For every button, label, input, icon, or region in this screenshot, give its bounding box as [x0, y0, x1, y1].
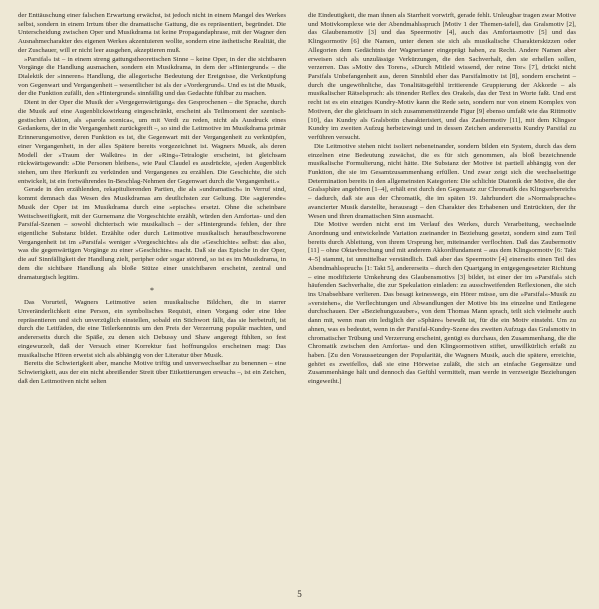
paragraph: »Parsifal« ist – in einem streng gattungstheoretischen Sinne – keine Oper, in der die sichtbaren Vorgänge die Handlung ausmachen, sondern ein Musikdrama, in dem der »Hintergrund« – die Dialektik der »inneren« Handlung, die allegorische Bedeutung der Ereignisse, die Verknüpfung von Gegenwart und Vergangenheit – wesentlicher ist als der »Vordergrund«. Und es ist die Musik, der die Funktion zufällt, den »Hintergrund« sinnfällig und das Gedachte fühlbar zu machen.	[18, 55, 286, 98]
paragraph: Dient in der Oper die Musik der »Vergegenwärtigung« des Gesprochenen – die Sprache, durch die Musik auf eine Augenblickswirkung eingeschränkt, erscheint als Teilmoment der szenisch-gestischen Aktion, als »parola scenica«, um mit Verdi zu reden, nicht als Ausdruck eines Gedankens, der in die Vergangenheit zurückgreift –, so sind die Leitmotive im Musikdrama primär Erinnerungsmotive, deren Funktion es ist, die Gegenwart mit der Vergangenheit zu verknüpfen, einer Vergangenheit, in der alles Spätere bereits vorgezeichnet ist. Wagners Musik, als deren Modell der »Traum der Walküre« in der »Ring«-Tetralogie erscheint, ist gleichsam rückwärtsgewandt: »Die Personen bleiben«, wie Paul Claudel es ausdrückte, »jeden Augenblick stehen, um ihre Herkunft zu verkünden und Vergangenes zu erzählen. Die Geschichte, die sich entwickelt, ist ein fortwährendes In-Beschlag-Nehmen der Gegenwart durch die Vergangenheit.«	[18, 99, 286, 185]
paragraph: Gerade in den erzählenden, rekapitulierenden Partien, die als »undramatisch« in Verruf sind, kommt demnach das Wesen des Musikdramas am deutlichsten zur Geltung. Die »agierende« Musik der Oper ist im Musikdrama durch eine »epische« ersetzt. Ohne die scheinbare Weitschweifigkeit, mit der Gurnemanz die Vorgeschichte erzählt, würden den Amfortas- und den Parsifal-Szenen – sowohl dichterisch wie musikalisch – der »Hintergrund« fehlen, der ihre eigentliche Substanz bildet. Erzählte oder durch Leitmotive musikalisch heraufbeschworene Vergangenheit ist im »Parsifal« weniger »Vorgeschichte« als die »Geschichte« selbst: das also, was die gegenwärtigen Vorgänge zu einer »Geschichte« macht. Daß sie das Epische in der Oper, die auf Sinnfälligkeit der Handlung zielt, peripher oder sogar störend, so ist es im Musikdrama, in dem die sichtbare Handlung als bloße Stütze einer unsichtbaren erscheint, zentral und dramaturgisch legitim.	[18, 186, 286, 281]
paragraph: Die Motive werden nicht erst im Verlauf des Werkes, durch Verarbeitung, wechselnde Anordnung und entwickelnde Variation zueinander in Beziehung gesetzt, sondern sind zum Teil bereits durch Ableitung, von ihrem Ursprung her, miteinander verflochten. Daß das Zaubermotiv [11] – ohne Oktavbrechung und mit anderem Akkordfundament – aus dem Klingsormotiv [6: Takt 4–5] stammt, ist unmittelbar verständlich. Daß aber das Speermotiv [4] einerseits einen Teil des Abendmahlsspruchs [1: Takt 5], andererseits – durch den Quartgang in entgegengesetzter Richtung – eine modifizierte Umkehrung des Glaubensmotivs [3] bildet, ist einer der im »Parsifal« sich häufenden Sachverhalte, die zur Spekulation einladen: zu ausschweifenden Reflexionen, die sich ins Unabsehbare verlieren. Das besagt keineswegs, ein Hörer müsse, um die »Parsifal«-Musik zu »verstehen«, die Verflechtungen und Abwandlungen der Motive bis ins einzelne und Entlegene durchschauen. Der »Beziehungszauber«, von dem Thomas Mann sprach, teilt sich vielmehr auch dann mit, wenn man ein lediglich der »Sphäre« bewußt ist, für die ein Motiv einsteht. Um zu ahnen, was es bedeutet, wenn in der Parsifal-Kundry-Szene des zweiten Aufzugs das Gralsmotiv in chromatischer Trübung und Verzerrung erscheint, genügt es durchaus, den Zusammenhang, die die Chromatik zwischen den Amfortas- und den Klingsormotiven stiftet, unwillkürlich erfaßt zu haben. [Zu den Voraussetzungen der Popularität, die Wagners Musik, auch die spätere, erreichte, gehört es zweifellos, daß sie eine Hörweise zuläßt, die sich an einfache Gegensätze und Zusammenhänge hält und dennoch das Gefühl vermittelt, man werde in verzweigte Beziehungen eingeweiht.]	[308, 221, 576, 386]
paragraph: der Enttäuschung einer falschen Erwartung erwächst, ist jedoch nicht in einem Mangel des Werkes selbst, sondern in einem Irrtum über die dramatische Gattung, die es repräsentiert, begründet. Die Unterscheidung zwischen Oper und Musikdrama ist keine Propagandaphrase, mit der Wagner den Ausnahmecharakter des eigenen Werkes akzentuieren wollte, sondern eine ästhetische Realität, die der Zuschauer, will er nicht leer ausgehen, akzeptieren muß.	[18, 12, 286, 54]
paragraph: Die Leitmotive stehen nicht isoliert nebeneinander, sondern bilden ein System, durch das dem einzelnen eine Bedeutung zuwächst, die es für sich genommen, als bloß bezeichnende musikalische Formulierung, nicht hätte. Die Substanz der Motive ist partiell abhängig von der Funktion, die sie im Gesamtzusammenhang erfüllen. Und zwar zeigt sich die wechselseitige Determination bereits in den allgemeinsten Kategorien: Die schlichte Diatonik der Motive, die der Gralssphäre angehören [1–4], erhält erst durch den Gegensatz zur Chromatik des Klingsorbereichs – dadurch, daß sie aus der Chromatik, die im späten 19. Jahrhundert die »Normalsprache« avancierter Musik darstellte, herausragt – den Charakter des Erhabenen und Entrückten, der ihr Wesen und ihren dramatischen Sinn ausmacht.	[308, 142, 576, 220]
section-separator: *	[150, 286, 154, 296]
left-text-column	[18, 12, 286, 386]
right-text-column	[308, 12, 576, 387]
paragraph: Bereits die Schwierigkeit aber, manche Motive triftig und unverwechselbar zu benennen – eine Schwierigkeit, aus der ein nicht abreißender Streit über Etikettierungen erwuchs –, ist ein Zeichen, daß den Leitmotiven nicht selten	[18, 360, 286, 385]
paragraph: die Eindeutigkeit, die man ihnen als Starrheit vorwirft, gerade fehlt. Unleugbar tragen zwar Motive und Motivkomplexe wie der Abendmahlsspruch [Motiv 1 der Themen-tafel], das Gralsmotiv [2], das Glaubensmotiv [3] und das Speermotiv [4], auch das Amfortasmotiv [5] und das Klingsormotiv [6] die Namen, unter denen sie sich als musikalische Charakterskizzen oder Allegorien dem Gedächtnis der Wagnerianer eingeprägt haben, zu Recht. Andere Namen aber erweisen sich als unzulässige Verkürzungen, die den Sachverhalt, den sie erhellen sollen, verzerren. Das »Motiv des Toren«, »Durch Mitleid wissend, der reine Tor« [7], drückt nicht Parsifals Unbefangenheit aus, deren Sinnbild eher das Parsifalmotiv ist [8], sondern erscheint – durch die ungewöhnliche, das Tonalitätsgefühl irritierende Gruppierung der Akkorde – als musikalischer Rätselspruch: als tönender Reflex des Orakels, das der Text in Worte faßt. Und erst recht ist es ein einziges Kundry-Motiv kann die Rede sein, sondern nur von einem Komplex von Motiven, der die gleichsam in sich zusammenstürzende Figur [9] ebenso umfaßt wie das Rittmotiv [10], das Kundry als Gralsbotin charakterisiert, und das Zaubermotiv [11], mit dem Klingsor Kundry im zweiten Aufzug herbeizwingt und in dessen Zeichen andererseits Kundry Parsifal zu verführen versucht.	[308, 12, 576, 142]
paragraph: Das Vorurteil, Wagners Leitmotive seien musikalische Bildchen, die in starrer Unveränderlichkeit eine Person, ein symbolisches Requisit, einen Vorgang oder eine Idee repräsentieren und sich unverzüglich einstellen, sobald ein Stichwort fällt, das sie herbeiruft, ist durch die Leitfäden, die eine Teilerkenntnis um den Preis der Verzerrung populär machten, und andererseits durch die Späße, zu denen sich Debussy und Shaw angeregt fühlten, so fest eingewurzelt, daß der Versuch einer Korrektur fast hoffnungslos erscheinen mag: Das musikalische Hören erweist sich als abhängig von der Literatur über Musik.	[18, 299, 286, 359]
page-number: 5	[297, 589, 302, 599]
